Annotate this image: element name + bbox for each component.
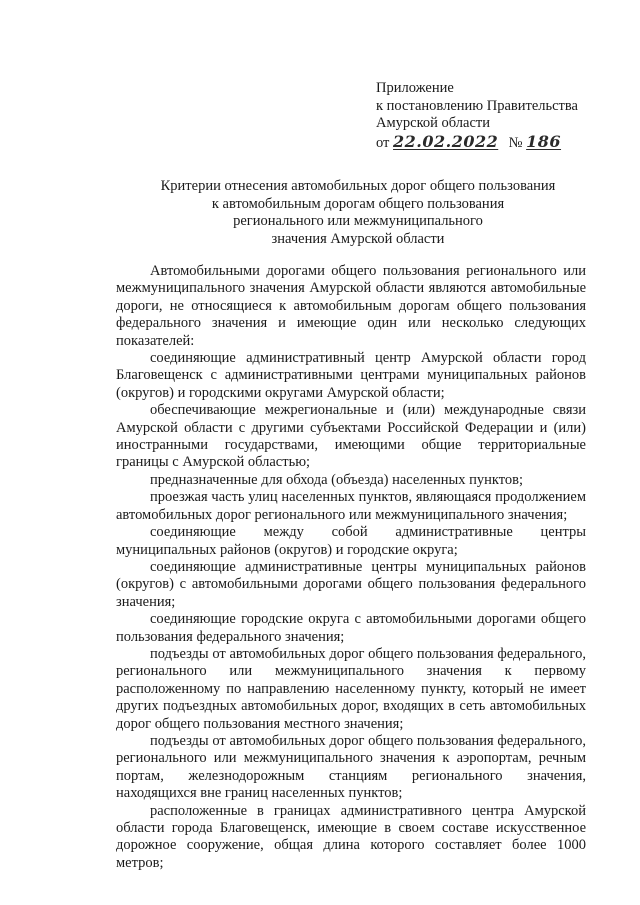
criterion-3: предназначенные для обхода (объезда) населенных пунктов; <box>150 471 524 488</box>
criterion-2: обеспечивающие межрегиональные и (или) международные связи Амурской области с другими субъектами Российской Федерации и (или) иностранными государствами, имеющими общие территориальные границы с Амурской областью; <box>116 402 586 471</box>
appendix-line-2: к постановлению Правительства <box>376 97 578 114</box>
appendix-line-1: Приложение <box>376 80 454 96</box>
title-line-1: Критерии отнесения автомобильных дорог общего пользования <box>160 178 556 194</box>
criterion-7: соединяющие городские округа с автомобильными дорогами общего пользования федерального значения; <box>116 611 586 645</box>
criterion-8: подъезды от автомобильных дорог общего пользования федерального, регионального или межмуниципального значения к первому расположенному по направлению населенному пункту, который не имеет других подъездных автомобильных дорог, входящих в сеть автомобильных дорог общего пользования местного значения; <box>116 645 586 732</box>
appendix-date-line <box>376 133 616 153</box>
criterion-5: соединяющие между собой административные центры муниципальных районов (округов) и городские округа; <box>116 524 586 558</box>
intro-paragraph: Автомобильными дорогами общего пользования регионального или межмуниципального значения Амурской области являются автомобильные дороги, не относящиеся к автомобильным дорогам общего пользования федерального значения и имеющие один или несколько следующих показателей: <box>116 263 586 349</box>
title-line-4: значения Амурской области <box>271 230 445 247</box>
document-body <box>116 263 586 872</box>
handwritten-date: 22.02.2022 <box>393 131 499 151</box>
criterion-4: проезжая часть улиц населенных пунктов, являющаяся продолжением автомобильных дорог регионального или межмуниципального значения; <box>116 489 586 523</box>
number-prefix: № <box>508 134 523 151</box>
title-line-3: регионального или межмуниципального <box>233 213 483 229</box>
handwritten-number: 186 <box>526 131 562 151</box>
title-line-2: к автомобильным дорогам общего пользования <box>211 195 505 212</box>
criterion-9: подъезды от автомобильных дорог общего пользования федерального, регионального или межмуниципального значения к аэропортам, речным портам, железнодорожным станциям регионального значения, находящихся вне границ населенных пунктов; <box>116 732 586 802</box>
date-prefix: от <box>376 134 390 151</box>
criterion-10: расположенные в границах административного центра Амурской области города Благовещенск, имеющие в своем составе искусственное дорожное сооружение, общая длина которого составляет более 1000 метров; <box>116 802 586 871</box>
criterion-1: соединяющие административный центр Амурской области город Благовещенск с административными центрами муниципальных районов (округов) и городскими округами Амурской области; <box>116 350 586 401</box>
appendix-block <box>376 80 616 152</box>
document-title <box>140 178 576 248</box>
criterion-6: соединяющие административные центры муниципальных районов (округов) с автомобильными дорогами общего пользования федерального значения; <box>116 558 586 610</box>
appendix-line-3: Амурской области <box>376 115 490 131</box>
